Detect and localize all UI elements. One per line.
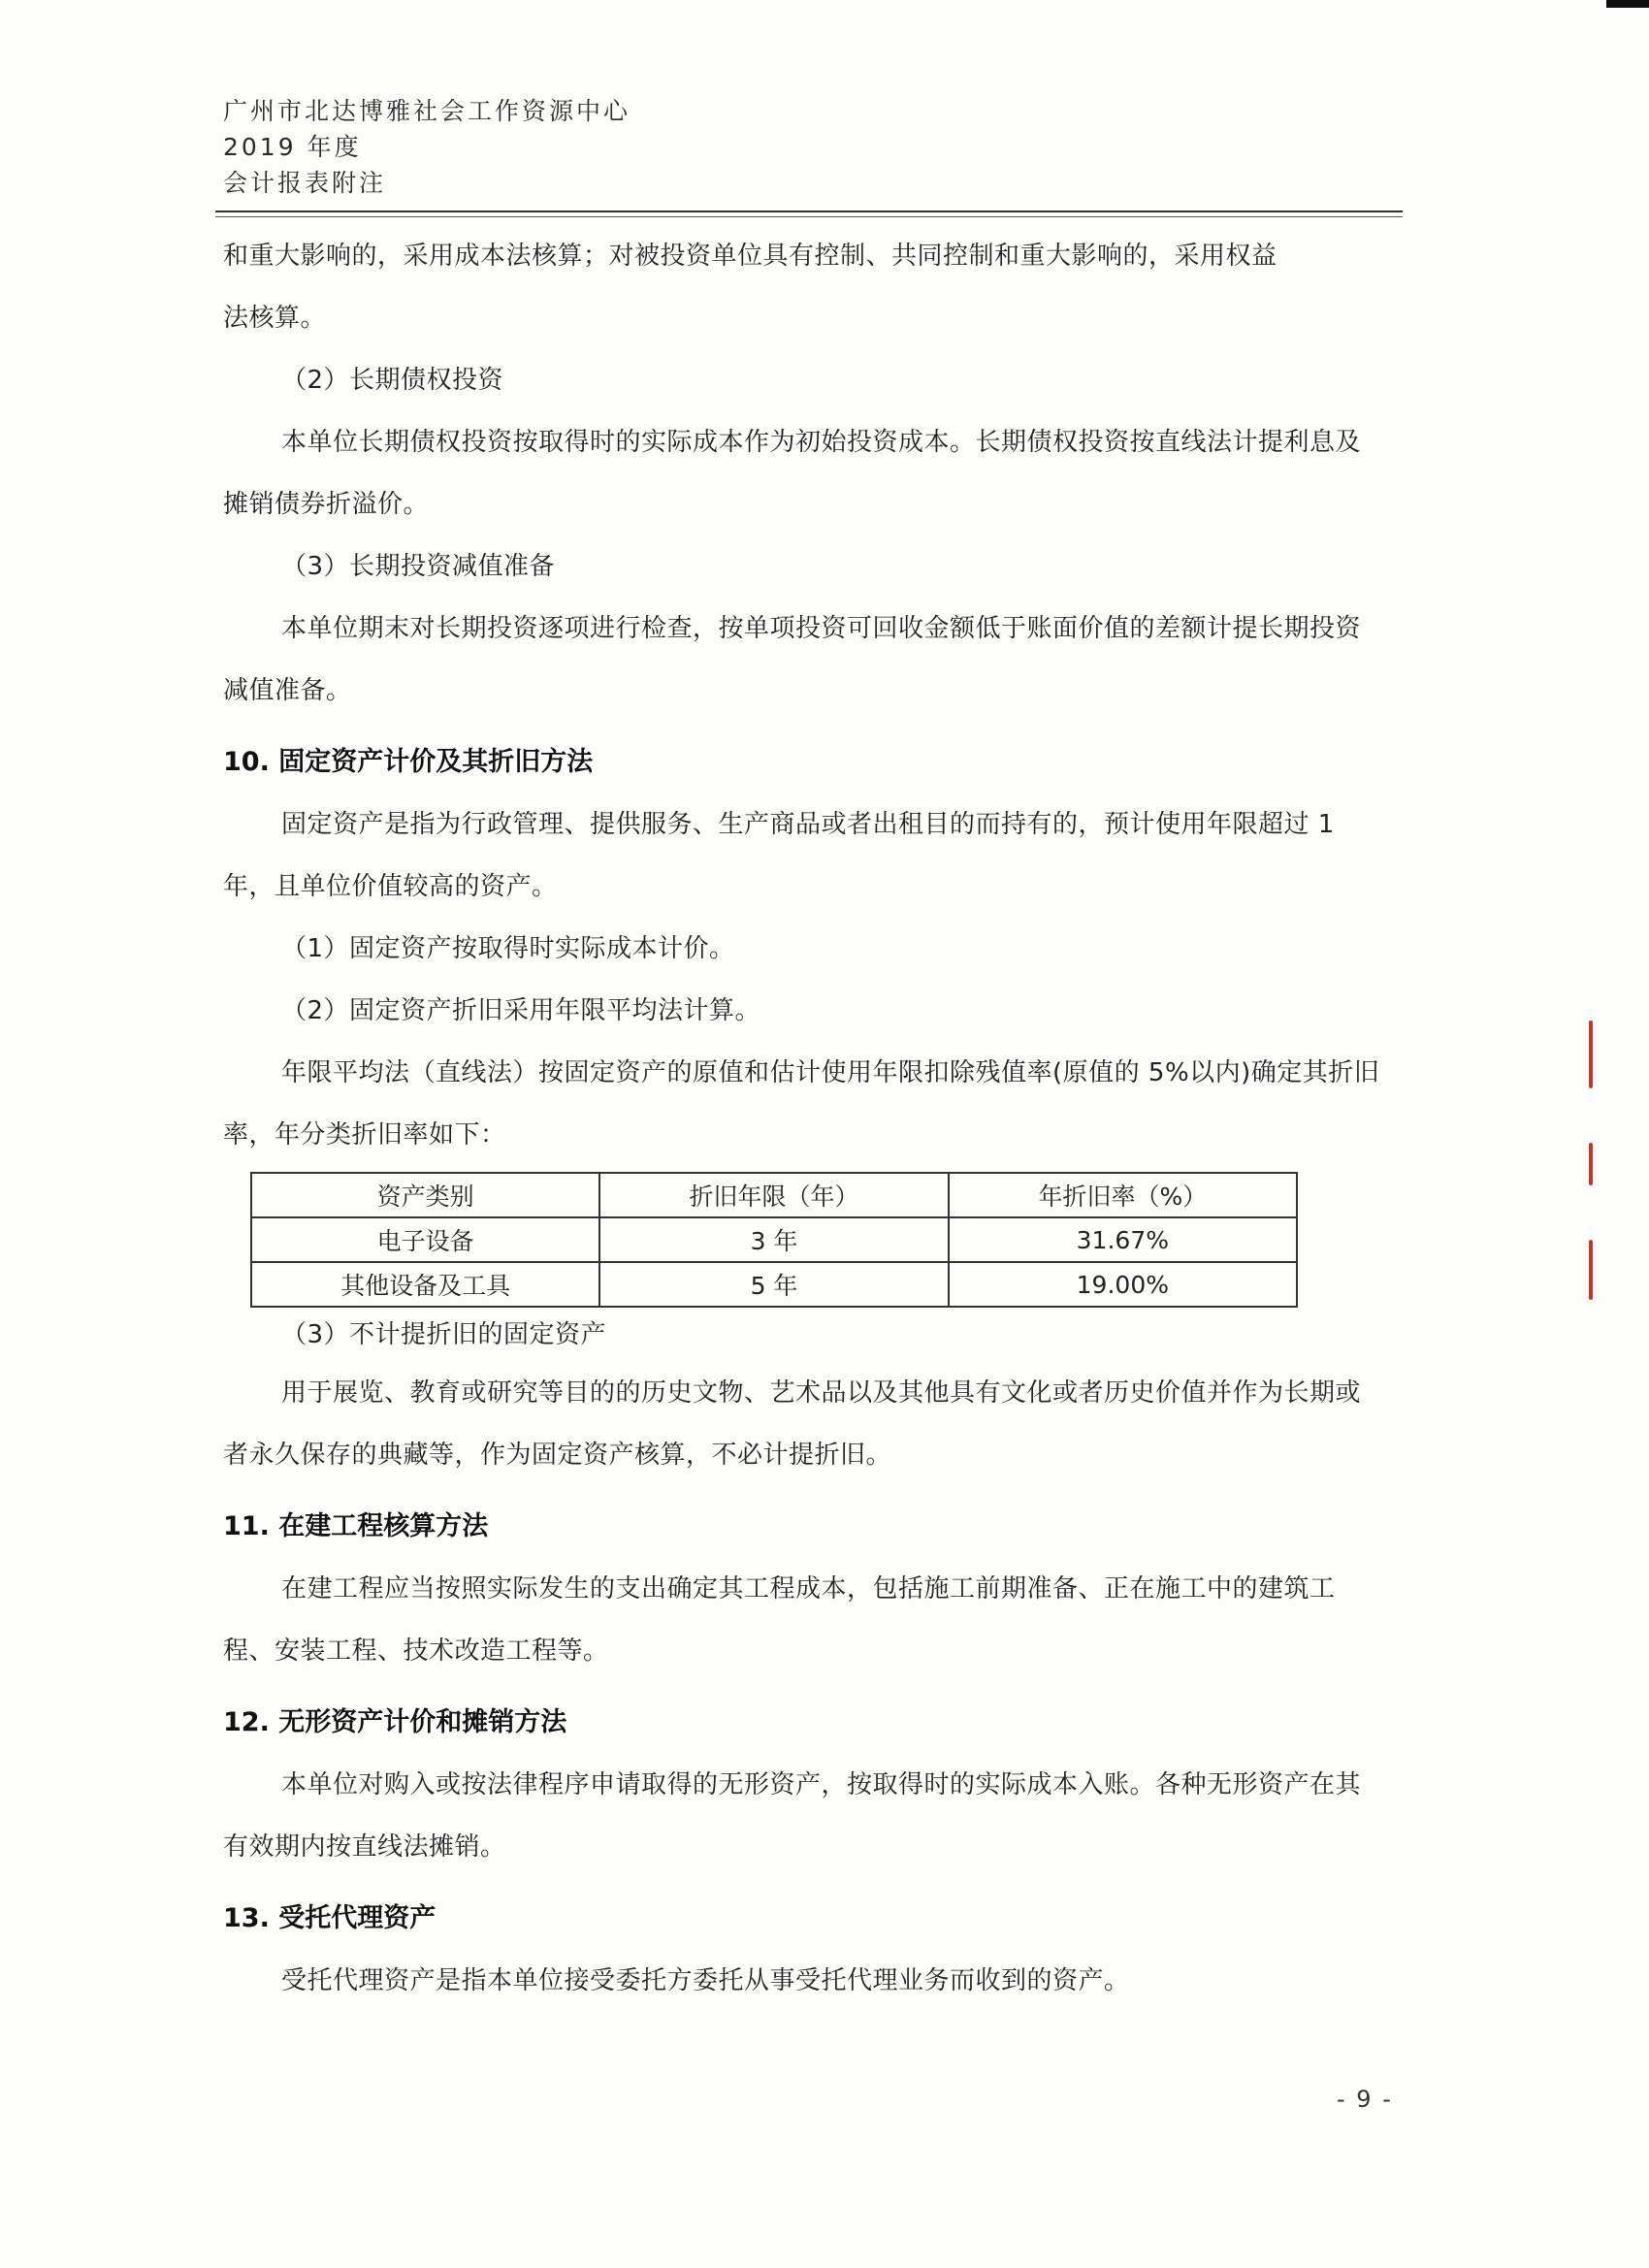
- table-cell: 5 年: [599, 1262, 948, 1307]
- section-10-item-2: （2）固定资产折旧采用年限平均法计算。: [281, 996, 761, 1025]
- subsection-2-text: 本单位长期债权投资按取得时的实际成本作为初始投资成本。长期债权投资按直线法计提利息及摊销债券折溢价。: [223, 428, 1362, 519]
- table-cell: 电子设备: [251, 1217, 599, 1262]
- table-header-row: [251, 1173, 1297, 1217]
- header-doc-title: 会计报表附注: [223, 169, 387, 197]
- section-10-paragraph-1: 固定资产是指为行政管理、提供服务、生产商品或者出租目的而持有的，预计使用年限超过 1 年，且单位价值较高的资产。: [223, 810, 1335, 901]
- continued-line-2: 法核算。: [223, 304, 327, 333]
- subsection-2-title: （2）长期债权投资: [281, 366, 504, 395]
- subsection-3-title: （3）长期投资减值准备: [281, 552, 556, 581]
- table-cell: 31.67%: [949, 1217, 1297, 1262]
- section-10-heading: 10. 固定资产计价及其折旧方法: [223, 747, 594, 777]
- section-11-paragraph: 在建工程应当按照实际发生的支出确定其工程成本，包括施工前期准备、正在施工中的建筑工程、安装工程、技术改造工程等。: [223, 1574, 1336, 1666]
- seal-fragment: [1589, 1143, 1593, 1185]
- seal-fragment: [1589, 1021, 1593, 1088]
- section-10-paragraph-3: 用于展览、教育或研究等目的的历史文物、艺术品以及其他具有文化或者历史价值并作为长期或者永久保存的典藏等，作为固定资产核算，不必计提折旧。: [223, 1378, 1362, 1470]
- table-row: [251, 1262, 1297, 1307]
- depreciation-table: [250, 1172, 1298, 1308]
- section-12-paragraph: 本单位对购入或按法律程序申请取得的无形资产，按取得时的实际成本入账。各种无形资产在其有效期内按直线法摊销。: [223, 1770, 1362, 1862]
- table-header-cell: 资产类别: [251, 1173, 599, 1217]
- table-row: [251, 1217, 1297, 1262]
- header-org: 广州市北达博雅社会工作资源中心: [223, 97, 631, 125]
- section-13-paragraph: 受托代理资产是指本单位接受委托方委托从事受托代理业务而收到的资产。: [281, 1966, 1130, 1995]
- header-rule-thin: [215, 216, 1403, 217]
- continued-line-1: 和重大影响的，采用成本法核算；对被投资单位具有控制、共同控制和重大影响的，采用权益: [223, 242, 1277, 271]
- page-number: - 9 -: [1337, 2086, 1393, 2113]
- header-year: 2019 年度: [223, 133, 362, 161]
- section-12-heading: 12. 无形资产计价和摊销方法: [223, 1707, 567, 1737]
- table-header-cell: 折旧年限（年）: [599, 1173, 948, 1217]
- table-header-cell: 年折旧率（%）: [949, 1173, 1297, 1217]
- document-header: [223, 93, 630, 201]
- table-cell: 19.00%: [949, 1262, 1297, 1307]
- document-body: [223, 225, 1382, 2012]
- subsection-3-text: 本单位期末对长期投资逐项进行检查，按单项投资可回收金额低于账面价值的差额计提长期投资减值准备。: [223, 614, 1362, 705]
- section-10-paragraph-2: 年限平均法（直线法）按固定资产的原值和估计使用年限扣除残值率(原值的 5%以内)确定其折旧率，年分类折旧率如下：: [223, 1058, 1380, 1150]
- section-13-heading: 13. 受托代理资产: [223, 1903, 436, 1933]
- scan-corner-mark: [1606, 0, 1649, 8]
- seal-fragment: [1589, 1240, 1593, 1300]
- section-10-item-1: （1）固定资产按取得时实际成本计价。: [281, 934, 735, 963]
- table-cell: 其他设备及工具: [251, 1262, 599, 1307]
- section-10-item-3: （3）不计提折旧的固定资产: [281, 1320, 607, 1349]
- table-cell: 3 年: [599, 1217, 948, 1262]
- section-11-heading: 11. 在建工程核算方法: [223, 1511, 489, 1541]
- header-rule-thick: [215, 211, 1403, 212]
